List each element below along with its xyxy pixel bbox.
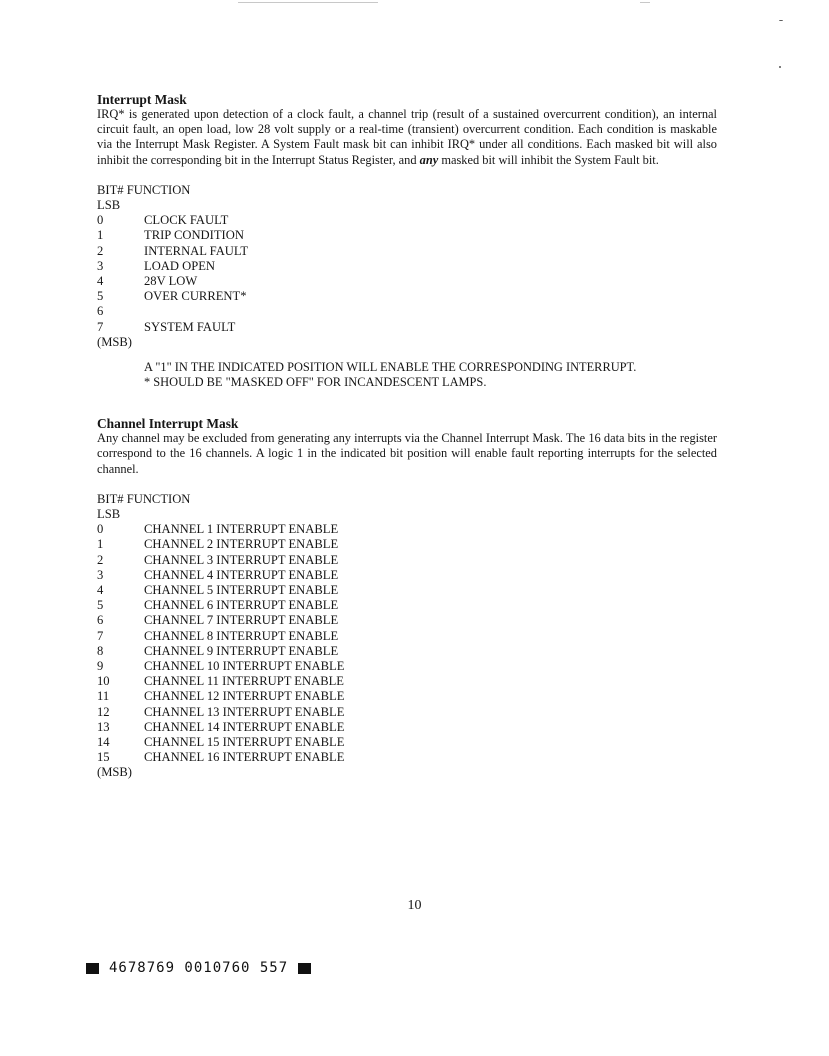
table-row <box>97 720 717 735</box>
bit-number: 2 <box>97 243 104 258</box>
black-block-icon <box>298 963 311 974</box>
table-row <box>97 629 717 644</box>
bit-number: 1 <box>97 228 104 243</box>
bit-number: 6 <box>97 613 104 628</box>
bit-rows <box>97 522 717 765</box>
black-block-icon <box>86 963 99 974</box>
footer-code: 4678769 0010760 557 <box>109 960 289 976</box>
document-page <box>97 92 717 780</box>
incandescent-note: * SHOULD BE "MASKED OFF" FOR INCANDESCENT LAMPS. <box>144 375 487 390</box>
bit-number: 7 <box>97 319 104 334</box>
table-header: BIT# FUNCTION <box>97 491 191 506</box>
lsb-label: LSB <box>97 507 121 522</box>
bit-number: 11 <box>97 689 110 704</box>
bit-number: 2 <box>97 552 104 567</box>
bit-function: CHANNEL 3 INTERRUPT ENABLE <box>144 552 339 567</box>
bit-function: CHANNEL 8 INTERRUPT ENABLE <box>144 628 339 643</box>
bit-function: CHANNEL 7 INTERRUPT ENABLE <box>144 613 339 628</box>
table-row <box>97 274 717 289</box>
bit-function: CHANNEL 5 INTERRUPT ENABLE <box>144 583 339 598</box>
channel-mask-bit-table <box>97 492 717 781</box>
table-row <box>97 583 717 598</box>
table-row <box>97 289 717 304</box>
table-row <box>97 659 717 674</box>
table-row <box>97 553 717 568</box>
bit-function: CHANNEL 10 INTERRUPT ENABLE <box>144 658 345 673</box>
footer-code-line <box>86 960 311 976</box>
bit-number: 12 <box>97 704 110 719</box>
bit-function: LOAD OPEN <box>144 258 216 273</box>
enable-note: A "1" IN THE INDICATED POSITION WILL ENABLE THE CORRESPONDING INTERRUPT. <box>144 359 637 374</box>
bit-function: CHANNEL 4 INTERRUPT ENABLE <box>144 567 339 582</box>
table-row <box>97 244 717 259</box>
bit-function: CHANNEL 6 INTERRUPT ENABLE <box>144 598 339 613</box>
bit-number: 15 <box>97 750 110 765</box>
lsb-label: LSB <box>97 198 121 212</box>
table-header: BIT# FUNCTION <box>97 182 191 197</box>
table-row <box>97 320 717 335</box>
page-number: 10 <box>407 898 422 913</box>
bit-number: 9 <box>97 658 104 673</box>
table-row <box>97 644 717 659</box>
bit-function: INTERNAL FAULT <box>144 243 249 258</box>
table-row <box>97 259 717 274</box>
bit-function: CHANNEL 11 INTERRUPT ENABLE <box>144 674 344 689</box>
table-row <box>97 674 717 689</box>
msb-label: (MSB) <box>97 334 132 349</box>
bit-function: CHANNEL 16 INTERRUPT ENABLE <box>144 750 345 765</box>
bit-function: CHANNEL 15 INTERRUPT ENABLE <box>144 734 345 749</box>
bit-number: 0 <box>97 522 104 537</box>
table-row <box>97 613 717 628</box>
interrupt-mask-bit-table <box>97 183 717 350</box>
section-body-channel-interrupt-mask: Any channel may be excluded from generating any interrupts via the Channel Interrupt Mask. The 16 data bits in the register correspond to the 16 channels. A logic 1 in the indicated bit position will enable fault reporting interrupts for the selected channel. <box>97 431 717 476</box>
bit-number: 3 <box>97 258 104 273</box>
table-row <box>97 522 717 537</box>
table-row <box>97 568 717 583</box>
bit-function <box>144 304 717 319</box>
bit-function: CHANNEL 13 INTERRUPT ENABLE <box>144 704 345 719</box>
bit-function: CLOCK FAULT <box>144 213 229 228</box>
bit-number: 8 <box>97 643 104 658</box>
bit-number: 1 <box>97 537 104 552</box>
bit-number: 0 <box>97 213 104 228</box>
bit-number: 14 <box>97 734 110 749</box>
bit-function: CHANNEL 14 INTERRUPT ENABLE <box>144 719 345 734</box>
scan-artifact-line <box>640 2 650 3</box>
table-row <box>97 750 717 765</box>
section-title-channel-interrupt-mask: Channel Interrupt Mask <box>97 416 239 432</box>
bit-function: SYSTEM FAULT <box>144 319 236 334</box>
scan-artifact-line <box>238 2 378 3</box>
table-row <box>97 537 717 552</box>
bit-number: 5 <box>97 289 104 304</box>
table-row <box>97 735 717 750</box>
table-row <box>97 689 717 704</box>
bit-function: CHANNEL 12 INTERRUPT ENABLE <box>144 689 345 704</box>
bit-number: 7 <box>97 628 104 643</box>
scan-artifact-speck <box>779 20 783 21</box>
table-row <box>97 304 717 319</box>
bit-function: CHANNEL 2 INTERRUPT ENABLE <box>144 537 339 552</box>
bit-number: 5 <box>97 598 104 613</box>
bit-function: CHANNEL 9 INTERRUPT ENABLE <box>144 643 339 658</box>
section-title-interrupt-mask: Interrupt Mask <box>97 92 187 107</box>
table-row <box>97 598 717 613</box>
msb-label: (MSB) <box>97 765 132 780</box>
bit-function: OVER CURRENT* <box>144 289 247 304</box>
bit-number: 4 <box>97 273 104 288</box>
bit-number: 10 <box>97 674 110 689</box>
bit-function: CHANNEL 1 INTERRUPT ENABLE <box>144 522 339 537</box>
bit-function: 28V LOW <box>144 273 198 288</box>
bit-function: TRIP CONDITION <box>144 228 244 243</box>
bit-number: 3 <box>97 567 104 582</box>
bit-number: 13 <box>97 719 110 734</box>
table-row <box>97 213 717 228</box>
table-row <box>97 228 717 243</box>
section-body-interrupt-mask: IRQ* is generated upon detection of a clock fault, a channel trip (result of a sustained overcurrent condition), an internal circuit fault, an open load, low 28 volt supply or a real-time (transient) overcurrent condition. Each condition is maskable via the Interrupt Mask Register. A System Fault mask bit can inhibit IRQ* under all conditions. Each masked bit will also inhibit the corresponding bit in the Interrupt Status Register, and any masked bit will inhibit the System Fault bit. <box>97 107 717 167</box>
scan-artifact-speck <box>779 66 781 68</box>
bit-number: 4 <box>97 583 104 598</box>
bit-rows <box>97 213 717 335</box>
bit-number: 6 <box>97 304 104 319</box>
table-row <box>97 705 717 720</box>
